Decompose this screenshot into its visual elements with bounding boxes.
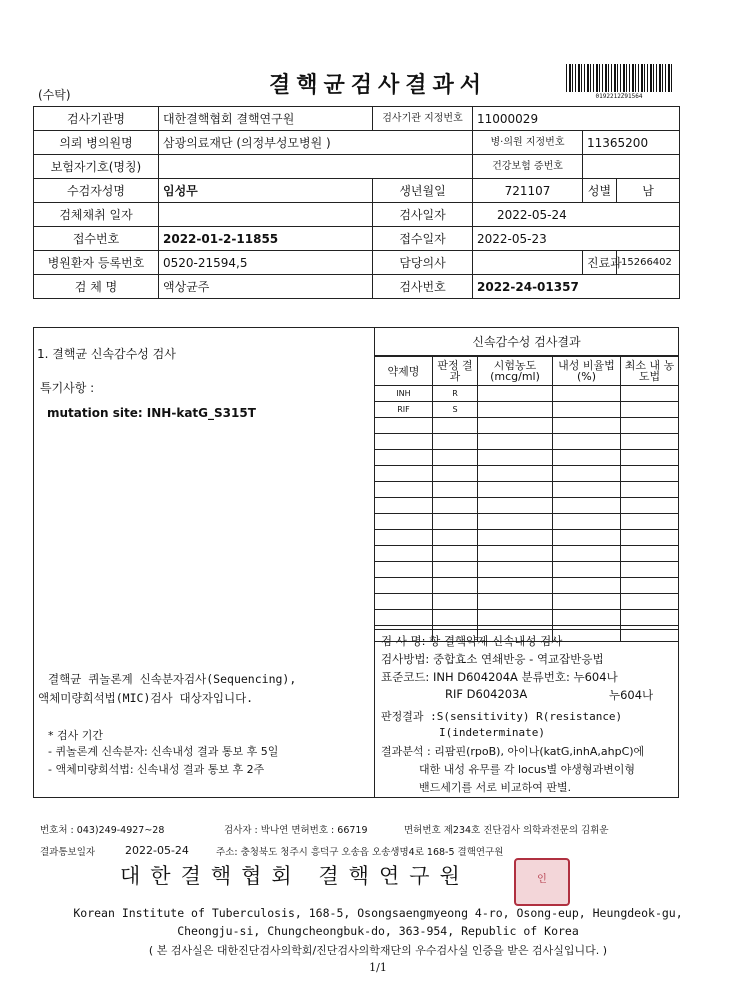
result-cell — [375, 466, 433, 482]
result-cell — [621, 434, 679, 450]
result-row — [375, 402, 679, 418]
result-cell — [621, 594, 679, 610]
patient-reg-value: 0520-21594,5 — [159, 251, 373, 275]
note-line-2: 액체미량희석법(MIC)검사 대상자입니다. — [38, 691, 254, 705]
english-address-line-1: Korean Institute of Tuberculosis, 168-5, Osongsaengmyeong 4-ro, Osong-eup, Heungdeok-gu, — [73, 906, 683, 920]
col-resistance-ratio: 내성 비율법(%) — [553, 357, 621, 386]
test-name: 1. 결핵균 신속감수성 검사 — [37, 347, 176, 361]
result-cell — [375, 482, 433, 498]
physician-license: 면허번호 제234호 진단검사 의학과전문의 김휘운 — [404, 825, 609, 836]
result-cell — [621, 562, 679, 578]
result-row — [375, 386, 679, 402]
result-cell — [433, 530, 478, 546]
result-cell — [478, 482, 553, 498]
document-title: 결핵균검사결과서 — [268, 73, 488, 98]
result-cell — [621, 578, 679, 594]
result-cell — [553, 434, 621, 450]
english-address-line-2: Cheongju-si, Chungcheongbuk-do, 363-954, Republic of Korea — [177, 924, 579, 938]
result-cell — [621, 402, 679, 418]
col-drug: 약제명 — [375, 357, 433, 386]
receipt-mark: (수탁) — [38, 88, 71, 102]
analysis-line-3: 밴드세기를 서로 비교하여 판별. — [419, 781, 572, 794]
page-number: 1/1 — [369, 961, 387, 974]
lab-institution-value: 대한결핵협회 결핵연구원 — [159, 107, 373, 131]
period-line-2: - 액체미량희석법: 신속내성 결과 통보 후 2주 — [48, 763, 265, 776]
hospital-id-value: 11365200 — [583, 131, 680, 155]
birth-date-value: 721107 — [473, 179, 583, 203]
department-value: 15266402 — [617, 251, 680, 275]
col-test-concentration: 시험농도 (mcg/ml) — [478, 357, 553, 386]
lab-id-label: 검사기관 지정번호 — [373, 107, 473, 131]
result-cell — [478, 466, 553, 482]
hospital-label: 의뢰 병의원명 — [34, 131, 159, 155]
result-cell — [478, 434, 553, 450]
result-cell — [375, 530, 433, 546]
result-cell — [433, 610, 478, 626]
judgement-result: S — [433, 402, 478, 418]
method-test-name: 검 사 명: 항 결핵약제 신속내성 검사 — [381, 634, 563, 648]
result-row — [375, 610, 679, 626]
mutation-site: mutation site: INH-katG_S315T — [47, 406, 256, 420]
method-section — [374, 629, 678, 798]
specimen-value: 액상균주 — [159, 275, 373, 299]
result-cell — [478, 402, 553, 418]
result-cell — [478, 546, 553, 562]
result-cell — [621, 610, 679, 626]
result-row — [375, 514, 679, 530]
hospital-id-label: 병·의원 지정번호 — [473, 131, 583, 155]
result-row — [375, 466, 679, 482]
health-cert-label: 건강보험 증번호 — [473, 155, 583, 179]
result-cell — [621, 482, 679, 498]
korean-address: 주소: 충청북도 청주시 흥덕구 오송읍 오송생명4로 168-5 결핵연구원 — [216, 847, 504, 858]
issue-date: 2022-05-24 — [125, 844, 189, 857]
analysis-line-2: 대한 내성 유무를 각 locus별 야생형과변이형 — [419, 763, 636, 776]
result-cell — [433, 562, 478, 578]
result-cell — [375, 498, 433, 514]
result-cell — [621, 530, 679, 546]
certification-note: ( 본 검사실은 대한진단검사의학회/진단검사의학재단의 우수검사실 인증을 받은 검사실입니다. ) — [148, 944, 608, 957]
received-date-label: 접수일자 — [373, 227, 473, 251]
result-cell — [621, 514, 679, 530]
result-cell — [553, 594, 621, 610]
result-row — [375, 418, 679, 434]
test-number-label: 검사번호 — [373, 275, 473, 299]
period-line-1: - 퀴놀론계 신속분자: 신속내성 결과 통보 후 5일 — [48, 745, 279, 758]
susceptibility-table — [374, 356, 679, 642]
result-cell — [375, 610, 433, 626]
result-cell — [621, 498, 679, 514]
drug-name: RIF — [375, 402, 433, 418]
result-cell — [621, 418, 679, 434]
result-row — [375, 546, 679, 562]
result-cell — [553, 386, 621, 402]
specimen-label: 검 체 명 — [34, 275, 159, 299]
barcode — [566, 64, 672, 92]
result-row — [375, 562, 679, 578]
result-cell — [375, 514, 433, 530]
col-judgement: 판정 결과 — [433, 357, 478, 386]
collection-date-value — [159, 203, 373, 227]
result-cell — [621, 546, 679, 562]
judgement-result: R — [433, 386, 478, 402]
remarks-label: 특기사항 : — [40, 381, 95, 395]
result-cell — [553, 514, 621, 530]
result-cell — [375, 434, 433, 450]
judgement-line-2: I(indeterminate) — [439, 726, 545, 739]
result-cell — [553, 450, 621, 466]
result-cell — [375, 418, 433, 434]
result-cell — [553, 402, 621, 418]
result-cell — [621, 466, 679, 482]
result-cell — [478, 450, 553, 466]
result-cell — [553, 546, 621, 562]
result-cell — [478, 578, 553, 594]
accession-no-value: 2022-01-2-11855 — [159, 227, 373, 251]
result-cell — [433, 514, 478, 530]
result-cell — [433, 578, 478, 594]
insured-value — [159, 155, 473, 179]
barcode-number: 0192212Z91564 — [595, 93, 643, 100]
result-cell — [433, 418, 478, 434]
result-cell — [375, 450, 433, 466]
sex-value: 남 — [617, 179, 680, 203]
result-cell — [478, 610, 553, 626]
method-code-inh: 표준코드: INH D604204A 분류번호: 누604나 — [381, 670, 618, 684]
doctor-value — [473, 251, 583, 275]
result-row — [375, 530, 679, 546]
result-cell — [478, 386, 553, 402]
result-cell — [375, 578, 433, 594]
col-min-concentration: 최소 내 농도법 — [621, 357, 679, 386]
doctor-label: 담당의사 — [373, 251, 473, 275]
organization-name: 대한결핵협회 결핵연구원 — [120, 864, 470, 888]
method-code-rif-class: 누604나 — [609, 688, 654, 702]
result-cell — [553, 466, 621, 482]
result-cell — [375, 594, 433, 610]
sex-label: 성별 — [583, 179, 617, 203]
result-cell — [553, 562, 621, 578]
result-cell — [433, 434, 478, 450]
result-row — [375, 578, 679, 594]
insured-label: 보험자기호(명칭) — [34, 155, 159, 179]
test-number-value: 2022-24-01357 — [473, 275, 680, 299]
result-cell — [433, 546, 478, 562]
patient-name-value: 임성무 — [159, 179, 373, 203]
health-cert-value — [583, 155, 680, 179]
rapid-susceptibility-header: 신속감수성 검사결과 — [374, 328, 678, 356]
result-cell — [478, 498, 553, 514]
method-code-rif: RIF D604203A — [445, 687, 528, 701]
department-label: 진료과 — [583, 251, 617, 275]
lab-id-value: 11000029 — [473, 107, 680, 131]
result-cell — [621, 450, 679, 466]
result-cell — [478, 418, 553, 434]
hospital-value: 삼광의료재단 (의정부성모병원 ) — [159, 131, 473, 155]
judgement-line-1: 판정결과 :S(sensitivity) R(resistance) — [381, 710, 623, 723]
patient-name-label: 수검자성명 — [34, 179, 159, 203]
result-cell — [433, 498, 478, 514]
result-row — [375, 594, 679, 610]
issue-date-label: 결과통보일자 — [40, 847, 96, 858]
result-cell — [375, 562, 433, 578]
result-cell — [553, 418, 621, 434]
result-cell — [478, 594, 553, 610]
birth-date-label: 생년월일 — [373, 179, 473, 203]
lab-institution-label: 검사기관명 — [34, 107, 159, 131]
result-row — [375, 450, 679, 466]
result-cell — [553, 482, 621, 498]
accession-no-label: 접수번호 — [34, 227, 159, 251]
result-row — [375, 482, 679, 498]
result-cell — [433, 466, 478, 482]
result-cell — [478, 514, 553, 530]
period-title: * 검사 기간 — [48, 729, 103, 742]
result-row — [375, 498, 679, 514]
result-cell — [478, 562, 553, 578]
drug-name: INH — [375, 386, 433, 402]
result-cell — [553, 498, 621, 514]
test-date-value: 2022-05-24 — [473, 203, 680, 227]
result-cell — [375, 546, 433, 562]
patient-reg-label: 병원환자 등록번호 — [34, 251, 159, 275]
result-cell — [433, 450, 478, 466]
patient-info-table — [33, 106, 680, 299]
result-cell — [553, 578, 621, 594]
result-cell — [433, 594, 478, 610]
method-procedure: 검사방법: 중합효소 연쇄반응 - 역교잡반응법 — [381, 652, 604, 666]
result-cell — [553, 530, 621, 546]
examiner: 검사자 : 박나연 면허번호 : 66719 — [224, 825, 368, 836]
contact-phone: 번호처 : 043)249-4927~28 — [40, 825, 165, 836]
result-row — [375, 434, 679, 450]
test-date-label: 검사일자 — [373, 203, 473, 227]
collection-date-label: 검체채취 일자 — [34, 203, 159, 227]
received-date-value: 2022-05-23 — [473, 227, 680, 251]
result-cell — [621, 386, 679, 402]
result-cell — [553, 610, 621, 626]
result-cell — [478, 530, 553, 546]
official-seal: 인 — [514, 858, 570, 906]
analysis-line-1: 결과분석 : 리팜핀(rpoB), 아이나(katG,inhA,ahpC)에 — [381, 745, 645, 758]
note-line-1: 결핵균 퀴놀론계 신속분자검사(Sequencing), — [48, 672, 297, 686]
result-cell — [433, 482, 478, 498]
